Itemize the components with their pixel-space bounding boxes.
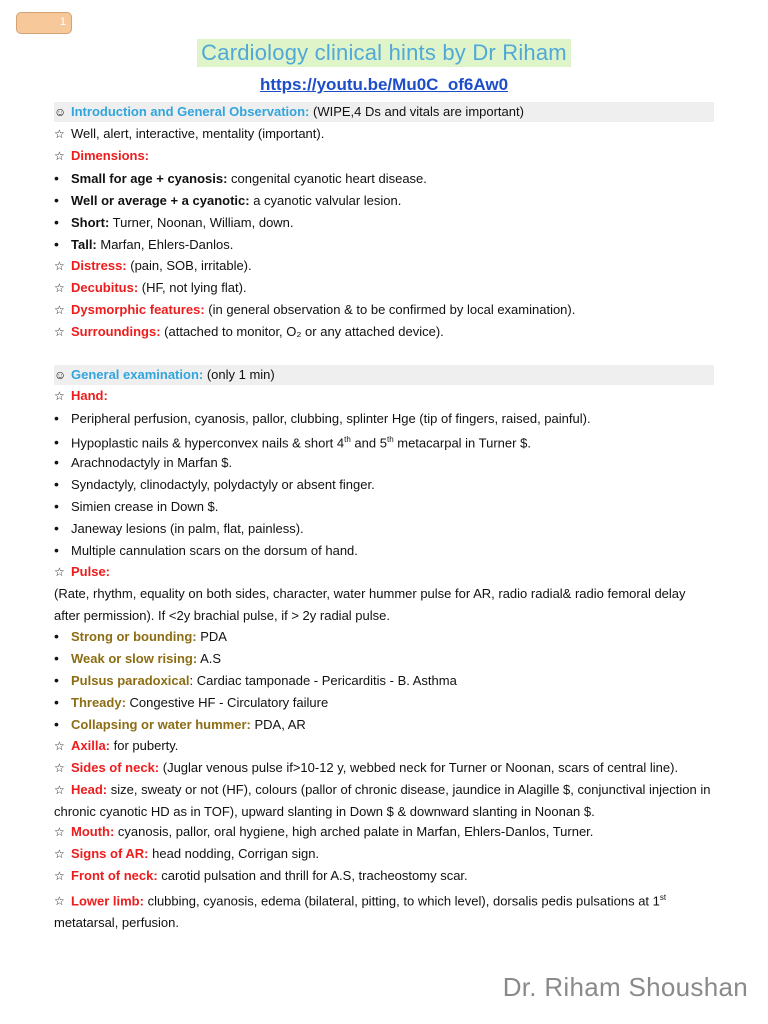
list-item: • Hypoplastic nails & hyperconvex nails & short 4th and 5th metacarpal in Turner $. [54,434,531,451]
bullet-icon: • [54,454,59,470]
bullet-icon: • [54,192,59,208]
smiley-icon: ☺ [54,105,67,119]
list-item: ☆ Surroundings: (attached to monitor, O₂ or any attached device). [54,322,714,342]
bullet-icon: • [54,716,59,732]
author-watermark: Dr. Riham Shoushan [502,972,748,1002]
list-item: ☆ Well, alert, interactive, mentality (important). [54,124,714,144]
bullet-icon: • [54,434,59,451]
list-item: • Janeway lesions (in palm, flat, painless). [54,520,304,536]
list-item: • Peripheral perfusion, cyanosis, pallor, clubbing, splinter Hge (tip of fingers, raised, painful). [54,410,591,426]
bullet-icon: • [54,694,59,710]
star-icon: ☆ [54,127,65,141]
smiley-icon: ☺ [54,368,67,382]
star-icon: ☆ [54,325,65,339]
list-item: • Weak or slow rising: A.S [54,650,222,666]
list-item: • Arachnodactyly in Marfan $. [54,454,233,470]
list-item: ☆ Front of neck: carotid pulsation and thrill for A.S, tracheostomy scar. [54,866,714,886]
bullet-icon: • [54,650,59,666]
star-icon: ☆ [54,149,65,163]
list-item: ☆ Hand: [54,386,714,406]
star-icon: ☆ [54,303,65,317]
star-icon: ☆ [54,389,65,403]
star-icon: ☆ [54,259,65,273]
star-icon: ☆ [54,565,65,579]
section-intro-heading: ☺ Introduction and General Observation: (WIPE,4 Ds and vitals are important) [54,102,714,122]
list-item: ☆ Dysmorphic features: (in general observation & to be confirmed by local examination). [54,300,714,320]
bullet-icon: • [54,628,59,644]
list-item: ☆ Decubitus: (HF, not lying flat). [54,278,714,298]
bullet-icon: • [54,410,59,426]
list-item: • Strong or bounding: PDA [54,628,227,644]
bullet-icon: • [54,520,59,536]
list-item: • Syndactyly, clinodactyly, polydactyly or absent finger. [54,476,375,492]
star-icon: ☆ [54,739,65,753]
star-icon: ☆ [54,894,65,909]
list-item: • Simien crease in Down $. [54,498,219,514]
list-item: • Tall: Marfan, Ehlers-Danlos. [54,236,234,252]
list-item: ☆ Dimensions: [54,146,714,166]
star-icon: ☆ [54,847,65,861]
bullet-icon: • [54,170,59,186]
list-item: • Well or average + a cyanotic: a cyanotic valvular lesion. [54,192,402,208]
page-number: 1 [59,16,66,28]
list-item: ☆ Distress: (pain, SOB, irritable). [54,256,714,276]
title-wrap [0,39,768,67]
list-item: • Collapsing or water hummer: PDA, AR [54,716,306,732]
list-item: • Pulsus paradoxical: Cardiac tamponade - Pericarditis - B. Asthma [54,672,457,688]
list-item: ☆ Lower limb: clubbing, cyanosis, edema (bilateral, pitting, to which level), dorsalis pedis pulsations at 1st metatarsal, perfusion. [54,887,714,934]
page-title: Cardiology clinical hints by Dr Riham [197,39,571,67]
bullet-icon: • [54,498,59,514]
star-icon: ☆ [54,761,65,775]
list-item: ☆ Signs of AR: head nodding, Corrigan sign. [54,844,714,864]
star-icon: ☆ [54,281,65,295]
list-item: • Short: Turner, Noonan, William, down. [54,214,294,230]
list-item: • Small for age + cyanosis: congenital cyanotic heart disease. [54,170,427,186]
bullet-icon: • [54,476,59,492]
list-item: • Thready: Congestive HF - Circulatory failure [54,694,329,710]
list-item: ☆ Sides of neck: (Juglar venous pulse if>10-12 y, webbed neck for Turner or Noonan, scars of central line). [54,758,714,778]
list-item: ☆ Head: size, sweaty or not (HF), colours (pallor of chronic disease, jaundice in Alagille $, conjunctival injection in chronic cyanotic HD as in TOF), upward slanting in Down $ & downward slanting in Noonan $. [54,779,714,823]
section-general-heading: ☺ General examination: (only 1 min) [54,365,714,385]
star-icon: ☆ [54,783,65,797]
list-item: • Multiple cannulation scars on the dorsum of hand. [54,542,358,558]
list-item: ☆ Pulse: [54,562,714,582]
star-icon: ☆ [54,869,65,883]
page-number-badge [16,12,72,34]
youtube-link[interactable]: https://youtu.be/Mu0C_of6Aw0 [259,75,509,94]
bullet-icon: • [54,542,59,558]
bullet-icon: • [54,214,59,230]
list-item: ☆ Axilla: for puberty. [54,736,714,756]
bullet-icon: • [54,236,59,252]
pulse-paragraph: (Rate, rhythm, equality on both sides, character, water hummer pulse for AR, radio radial& radio femoral delay after permission). If <2y brachial pulse, if > 2y radial pulse. [54,586,686,623]
list-item: ☆ Mouth: cyanosis, pallor, oral hygiene, high arched palate in Marfan, Ehlers-Danlos, Turner. [54,822,714,842]
star-icon: ☆ [54,825,65,839]
bullet-icon: • [54,672,59,688]
